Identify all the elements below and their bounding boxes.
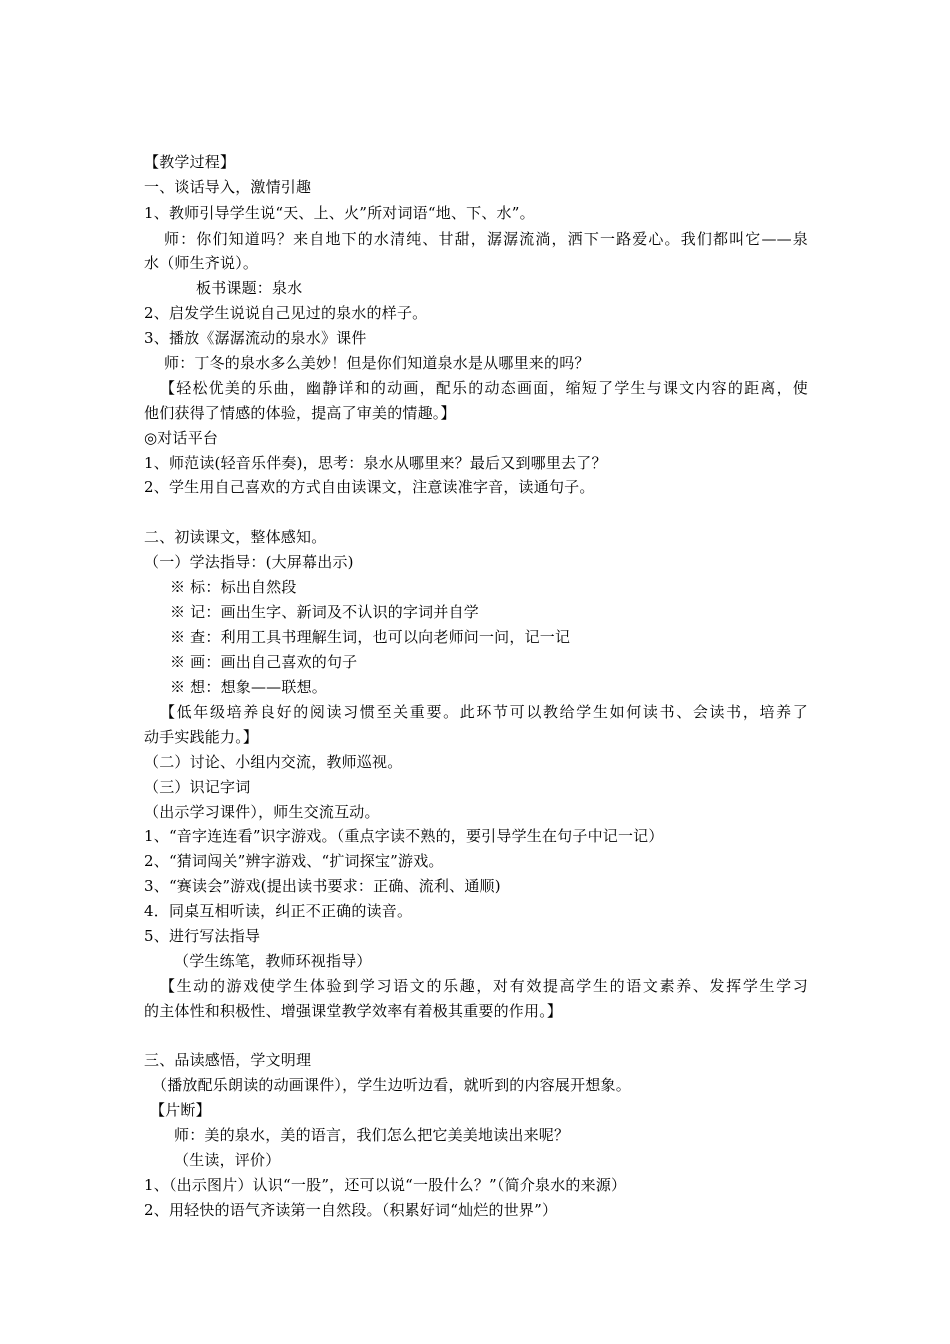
excerpt-heading: 【片断】 (150, 1101, 211, 1119)
method-item: ※ 画：画出自己喜欢的句子 (170, 653, 358, 671)
paragraph-line: 1、师范读(轻音乐伴奏)，思考：泉水从哪里来？最后又到哪里去了？ (144, 454, 607, 472)
paragraph-line: 师：你们知道吗？来自地下的水清纯、甘甜，潺潺流淌，洒下一路爱心。我们都叫它——泉 (164, 230, 808, 248)
paragraph-line: 5、进行写法指导 (144, 927, 261, 945)
section-title-3: 三、品读感悟，学文明理 (144, 1051, 312, 1069)
paragraph-line: 水（师生齐说）。 (144, 254, 259, 272)
section-title-2: 二、初读课文，整体感知。 (144, 528, 327, 546)
paragraph-line: （播放配乐朗读的动画课件），学生边听边看，就听到的内容展开想象。 (152, 1076, 631, 1094)
comment-line: 他们获得了情感的体验，提高了审美的情趣。】 (144, 404, 456, 422)
comment-line: 【轻松优美的乐曲，幽静详和的动画，配乐的动态画面，缩短了学生与课文内容的距离，使 (160, 379, 808, 397)
paragraph-line: 3、“赛读会”游戏(提出读书要求：正确、流利、通顺) (144, 877, 501, 895)
board-title-line: 板书课题：泉水 (196, 279, 303, 297)
paragraph-line: 2、用轻快的语气齐读第一自然段。（积累好词“灿烂的世界”） (144, 1201, 558, 1219)
comment-line: 【低年级培养良好的阅读习惯至关重要。此环节可以教给学生如何读书、会读书，培养了 (160, 703, 808, 721)
paragraph-line: 3、播放《潺潺流动的泉水》课件 (144, 329, 367, 347)
paragraph-line: 师：美的泉水，美的语言，我们怎么把它美美地读出来呢？ (174, 1126, 570, 1144)
method-item: ※ 记：画出生字、新词及不认识的字词并自学 (170, 603, 479, 621)
section-title-1: 一、谈话导入，激情引趣 (144, 178, 312, 196)
paragraph-line: 2、学生用自己喜欢的方式自由读课文，注意读准字音，读通句子。 (144, 478, 595, 496)
comment-line: 动手实践能力。】 (144, 728, 259, 746)
paragraph-line: （出示学习课件），师生交流互动。 (144, 803, 380, 821)
subsection-heading: （一）学法指导：(大屏幕出示) (144, 553, 354, 571)
paragraph-line: （学生练笔，教师环视指导） (174, 952, 372, 970)
paragraph-line: 2、“猜词闯关”辨字游戏、“扩词探宝”游戏。 (144, 852, 444, 870)
comment-line: 【生动的游戏使学生体验到学习语文的乐趣，对有效提高学生的语文素养、发挥学生学习 (160, 977, 808, 995)
paragraph-line: 2、启发学生说说自己见过的泉水的样子。 (144, 304, 428, 322)
paragraph-line: 1、教师引导学生说“天、上、火”所对词语“地、下、水”。 (144, 204, 535, 222)
method-item: ※ 查：利用工具书理解生词，也可以向老师问一问，记一记 (170, 628, 571, 646)
paragraph-line: 1、（出示图片）认识“一股”，还可以说“一股什么？”（简介泉水的来源） (144, 1176, 627, 1194)
subsection-heading: ◎对话平台 (144, 429, 219, 447)
section-heading-teaching-process: 【教学过程】 (144, 153, 236, 171)
method-item: ※ 标：标出自然段 (170, 578, 297, 596)
subsection-heading: （三）识记字词 (144, 778, 251, 796)
paragraph-line: 1、“音字连连看”识字游戏。（重点字读不熟的，要引导学生在句子中记一记） (144, 827, 664, 845)
comment-line: 的主体性和积极性、增强课堂教学效率有着极其重要的作用。】 (144, 1002, 563, 1020)
subsection-heading: （二）讨论、小组内交流，教师巡视。 (144, 753, 403, 771)
paragraph-line: （生读，评价） (174, 1151, 281, 1169)
paragraph-line: 师：丁冬的泉水多么美妙！但是你们知道泉水是从哪里来的吗？ (164, 354, 590, 372)
method-item: ※ 想：想象——联想。 (170, 678, 327, 696)
paragraph-line: 4．同桌互相听读，纠正不正确的读音。 (144, 902, 413, 920)
